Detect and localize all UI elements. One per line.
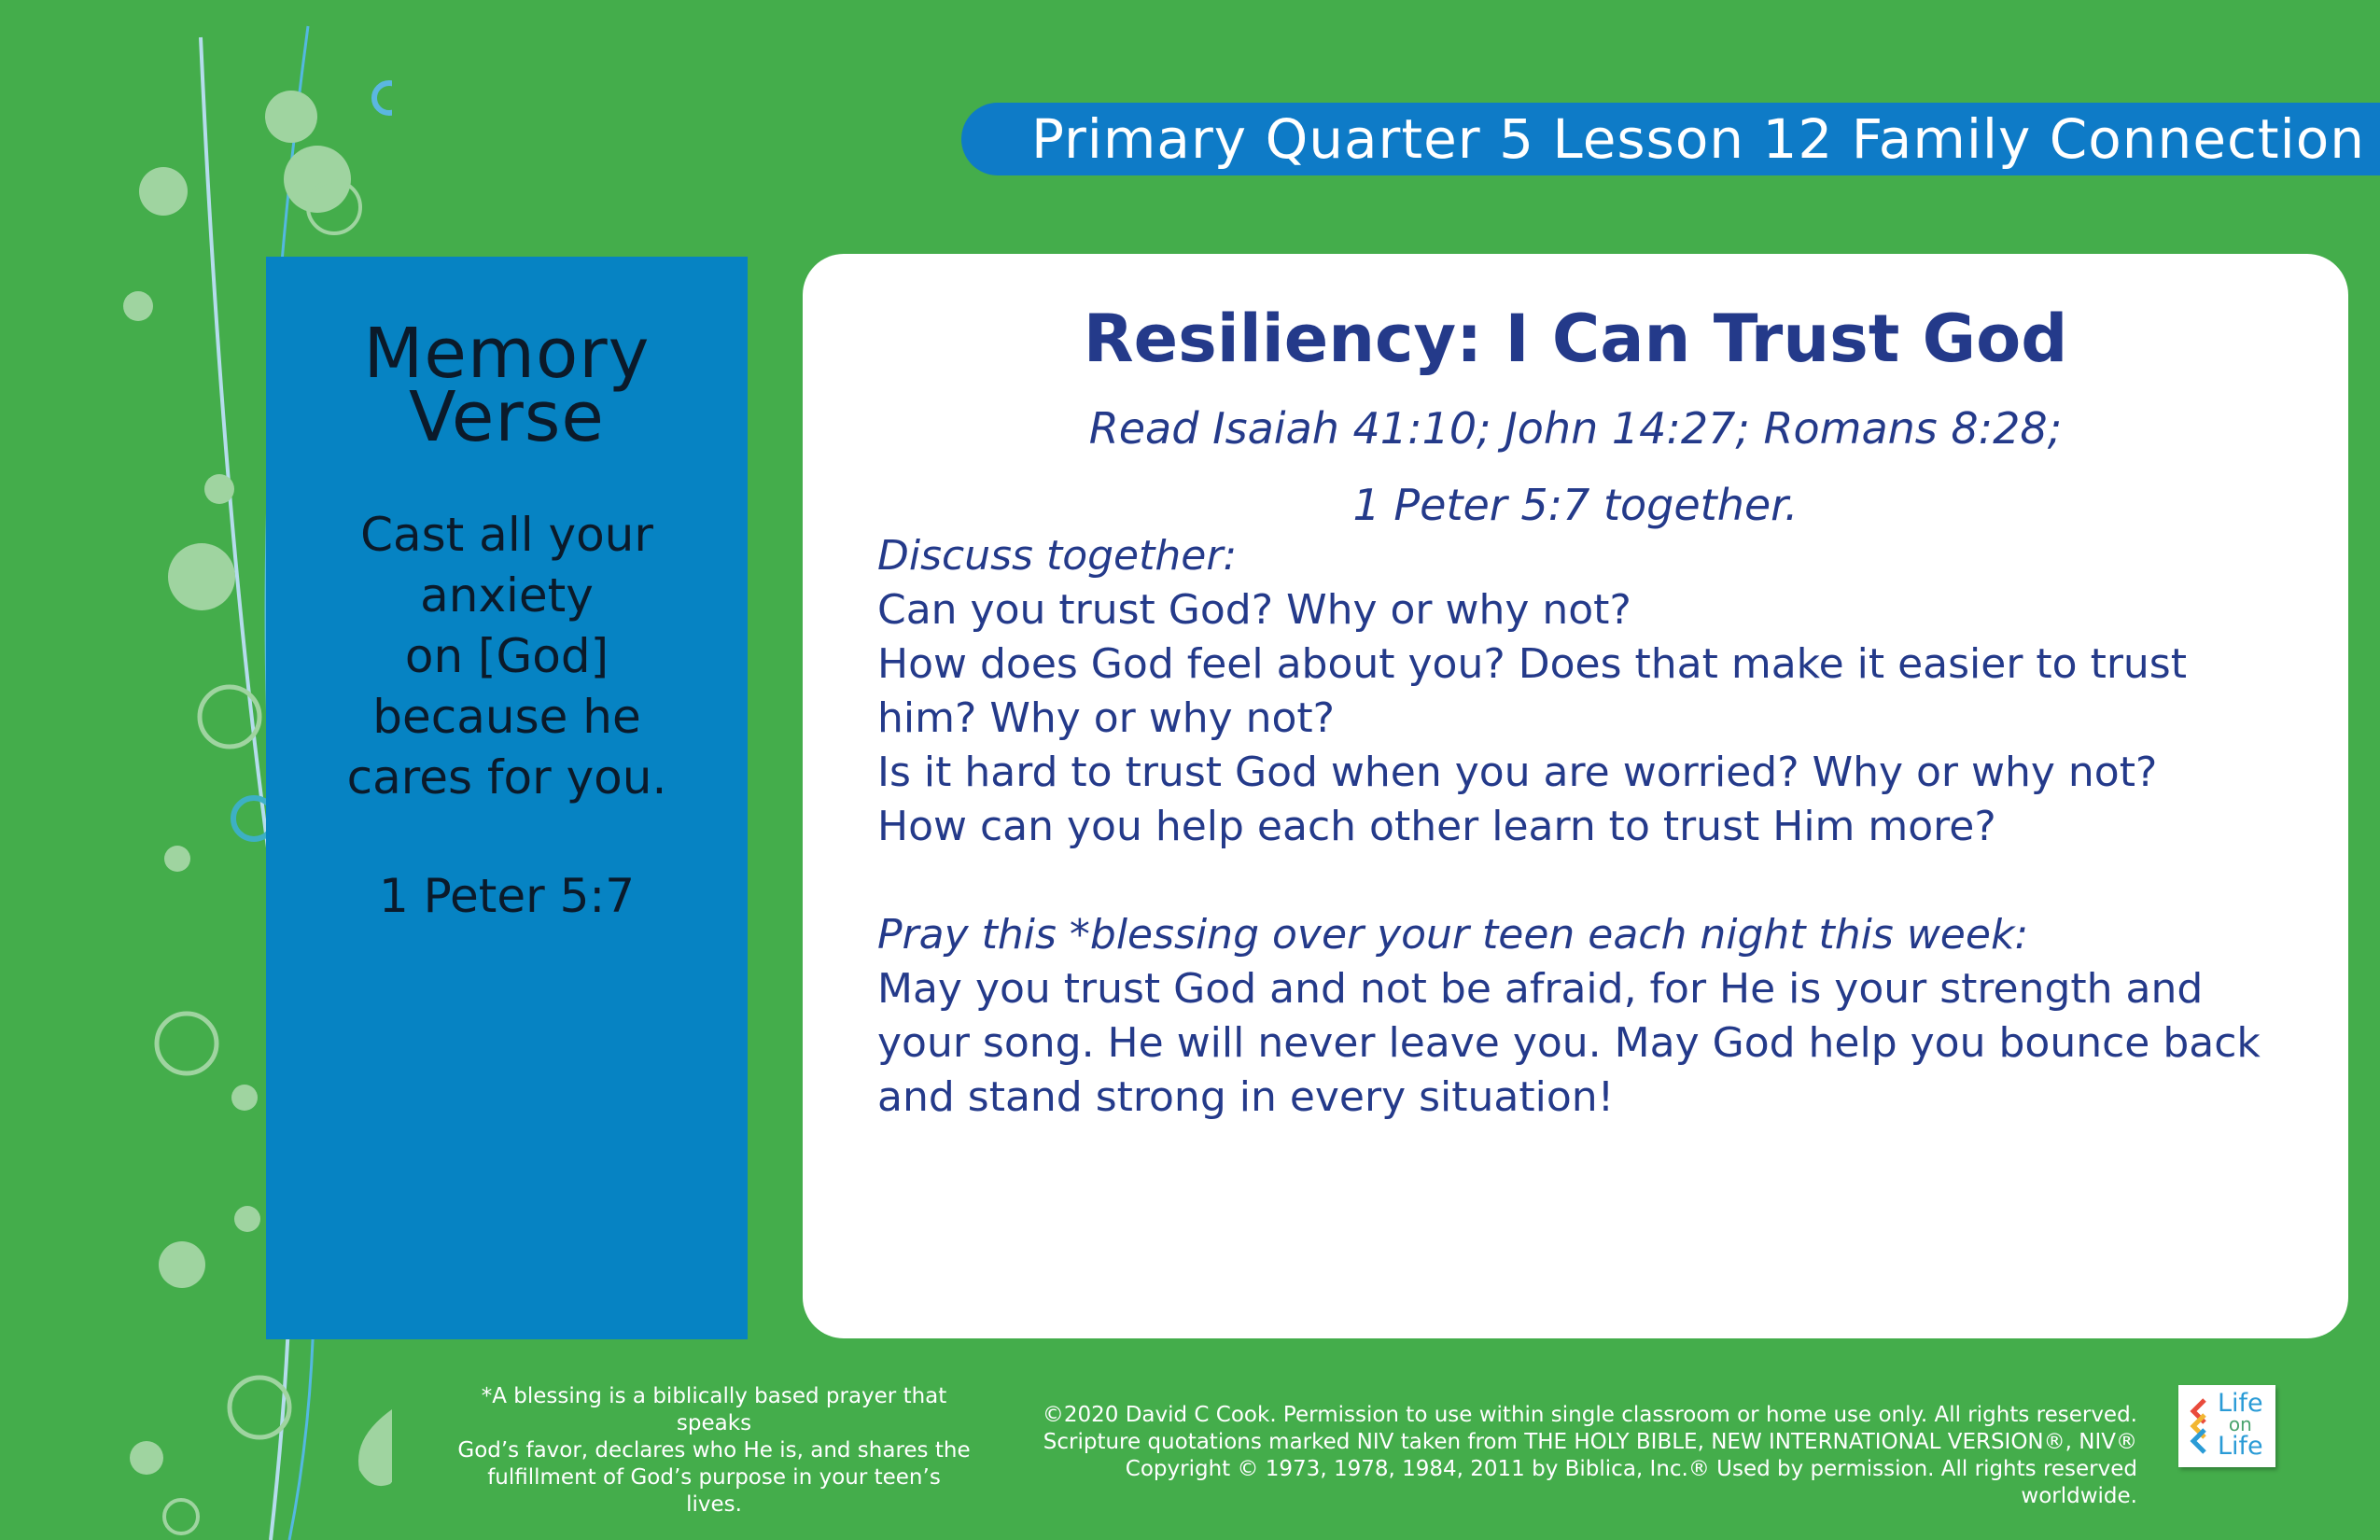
life-on-life-logo <box>2178 1385 2275 1467</box>
memory-verse-heading-line1: Memory <box>363 314 651 394</box>
copyright-line: ©2020 David C Cook. Permission to use within single classroom or home use only. All rights reserved. <box>1042 1403 2137 1427</box>
footnote-line: *A blessing is a biblically based prayer that speaks <box>481 1384 947 1435</box>
copyright-notice <box>1017 1402 2137 1510</box>
memory-verse-text <box>266 505 748 808</box>
read-passages-line2: 1 Peter 5:7 together. <box>1352 480 1799 530</box>
spacer <box>877 854 2292 908</box>
logo-mark-icon <box>2186 1398 2214 1456</box>
page-title: Primary Quarter 5 Lesson 12 Family Connection <box>1031 107 2365 171</box>
verse-line: anxiety <box>420 568 594 623</box>
logo-word: Life <box>2218 1389 2263 1418</box>
logo-text <box>2218 1389 2263 1461</box>
logo-word: Life <box>2218 1432 2263 1461</box>
verse-line: on [God] <box>404 629 609 683</box>
copyright-line: Scripture quotations marked NIV taken from THE HOLY BIBLE, NEW INTERNATIONAL VERSION®, NIV® <box>1043 1430 2137 1454</box>
blessing-text: May you trust God and not be afraid, for He is your strength and your song. He will never leave you. May God help you bounce back and stand strong in every situation! <box>877 965 2261 1121</box>
footnote-line: God’s favor, declares who He is, and shares the <box>457 1438 971 1463</box>
memory-verse-reference: 1 Peter 5:7 <box>378 869 636 923</box>
lesson-card <box>803 254 2348 1338</box>
memory-verse-heading-line2: Verse <box>409 377 605 457</box>
memory-verse-heading <box>266 314 748 457</box>
discussion-question: How does God feel about you? Does that make it easier to trust him? Why or why not? <box>877 640 2187 742</box>
copyright-line: Copyright © 1973, 1978, 1984, 2011 by Biblica, Inc.® Used by permission. All rights reserved worldwide. <box>1125 1457 2137 1508</box>
memory-verse-panel <box>266 257 748 1339</box>
discussion-question: How can you help each other learn to trust Him more? <box>877 803 1996 850</box>
verse-line: cares for you. <box>346 750 667 805</box>
verse-line: because he <box>372 690 641 744</box>
footnote-line: fulfillment of God’s purpose in your teen’s lives. <box>487 1465 941 1517</box>
lesson-body <box>877 529 2292 1125</box>
logo-word: on <box>2228 1413 2252 1435</box>
discuss-heading: Discuss together: <box>877 532 1238 580</box>
read-passages-line1: Read Isaiah 41:10; John 14:27; Romans 8:28; <box>1088 403 2063 454</box>
verse-line: Cast all your <box>360 508 653 562</box>
lesson-title: Resiliency: I Can Trust God <box>1083 301 2068 377</box>
blessing-footnote <box>457 1383 971 1519</box>
discussion-question: Is it hard to trust God when you are worried? Why or why not? <box>877 749 2158 796</box>
discussion-question: Can you trust God? Why or why not? <box>877 586 1631 634</box>
pray-heading: Pray this *blessing over your teen each night this week: <box>877 911 2029 959</box>
